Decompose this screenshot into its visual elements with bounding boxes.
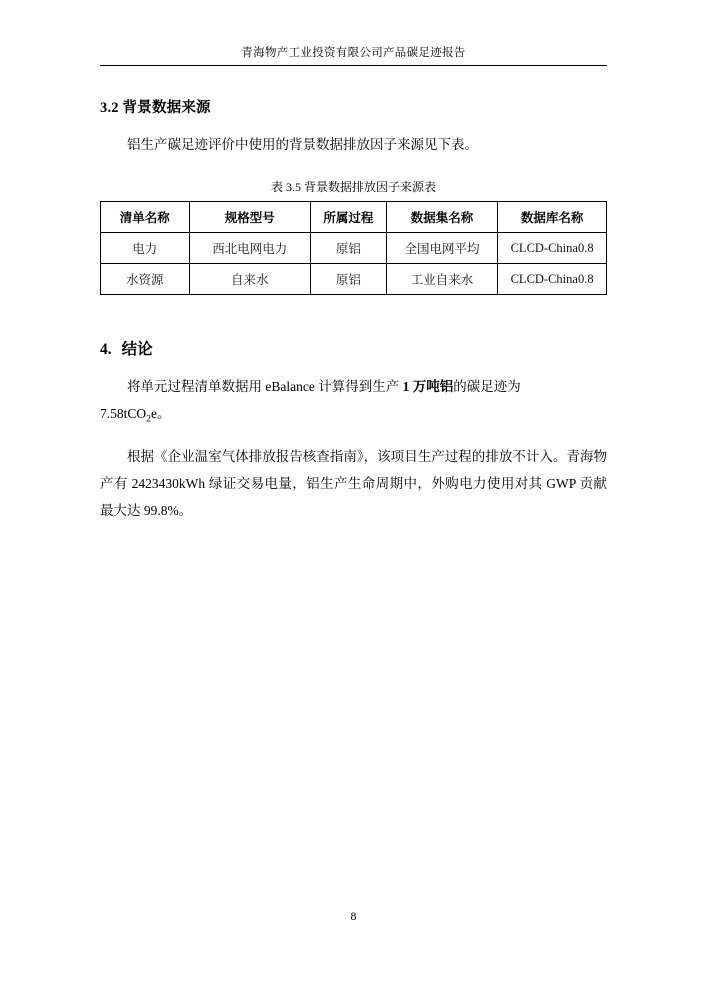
running-header: 青海物产工业投资有限公司产品碳足迹报告 <box>100 44 607 66</box>
conclusion-paragraph-2: 根据《企业温室气体排放报告核查指南》，该项目生产过程的排放不计入。青海物产有 2423430kWh 绿证交易电量，铝生产生命周期中，外购电力使用对其 GWP 贡献最大达 99.8%。 <box>100 449 607 519</box>
table-row <box>101 264 607 295</box>
conclusion-p1-value: 7.58tCO <box>100 406 147 421</box>
table-cell: 西北电网电力 <box>189 233 310 264</box>
table-column-header: 规格型号 <box>189 202 310 233</box>
conclusion-title: 结论 <box>121 341 153 358</box>
table-cell: CLCD-China0.8 <box>498 233 607 264</box>
conclusion-p1-bold: 1 万吨铝 <box>402 379 454 394</box>
page-number: 8 <box>350 909 357 923</box>
conclusion-p1-prefix: 将单元过程清单数据用 eBalance 计算得到生产 <box>127 379 403 394</box>
table-column-header: 数据集名称 <box>386 202 497 233</box>
conclusion-heading <box>100 337 607 359</box>
table-cell: 电力 <box>101 233 190 264</box>
table-header-row <box>101 202 607 233</box>
table-cell: 自来水 <box>189 264 310 295</box>
table-cell: 原铝 <box>310 264 386 295</box>
table-cell: 全国电网平均 <box>386 233 497 264</box>
conclusion-number: 4. <box>100 341 112 358</box>
conclusion-p1-suffix: 的碳足迹为 <box>453 379 521 394</box>
conclusion-p1-value-tail: e。 <box>151 406 171 421</box>
background-data-table <box>100 201 607 295</box>
table-cell: 水资源 <box>101 264 190 295</box>
table-column-header: 所属过程 <box>310 202 386 233</box>
table-caption: 表 3.5 背景数据排放因子来源表 <box>270 180 436 194</box>
table-cell: 原铝 <box>310 233 386 264</box>
table-column-header: 清单名称 <box>101 202 190 233</box>
table-column-header: 数据库名称 <box>498 202 607 233</box>
section-heading: 3.2 背景数据来源 <box>100 100 211 116</box>
conclusion-p1-value-sub: 2 <box>146 413 151 425</box>
page-content <box>100 44 607 524</box>
table-cell: 工业自来水 <box>386 264 497 295</box>
conclusion-paragraph-1 <box>100 373 607 429</box>
section-intro-paragraph: 铝生产碳足迹评价中使用的背景数据排放因子来源见下表。 <box>127 137 478 152</box>
table-row <box>101 233 607 264</box>
table-cell: CLCD-China0.8 <box>498 264 607 295</box>
